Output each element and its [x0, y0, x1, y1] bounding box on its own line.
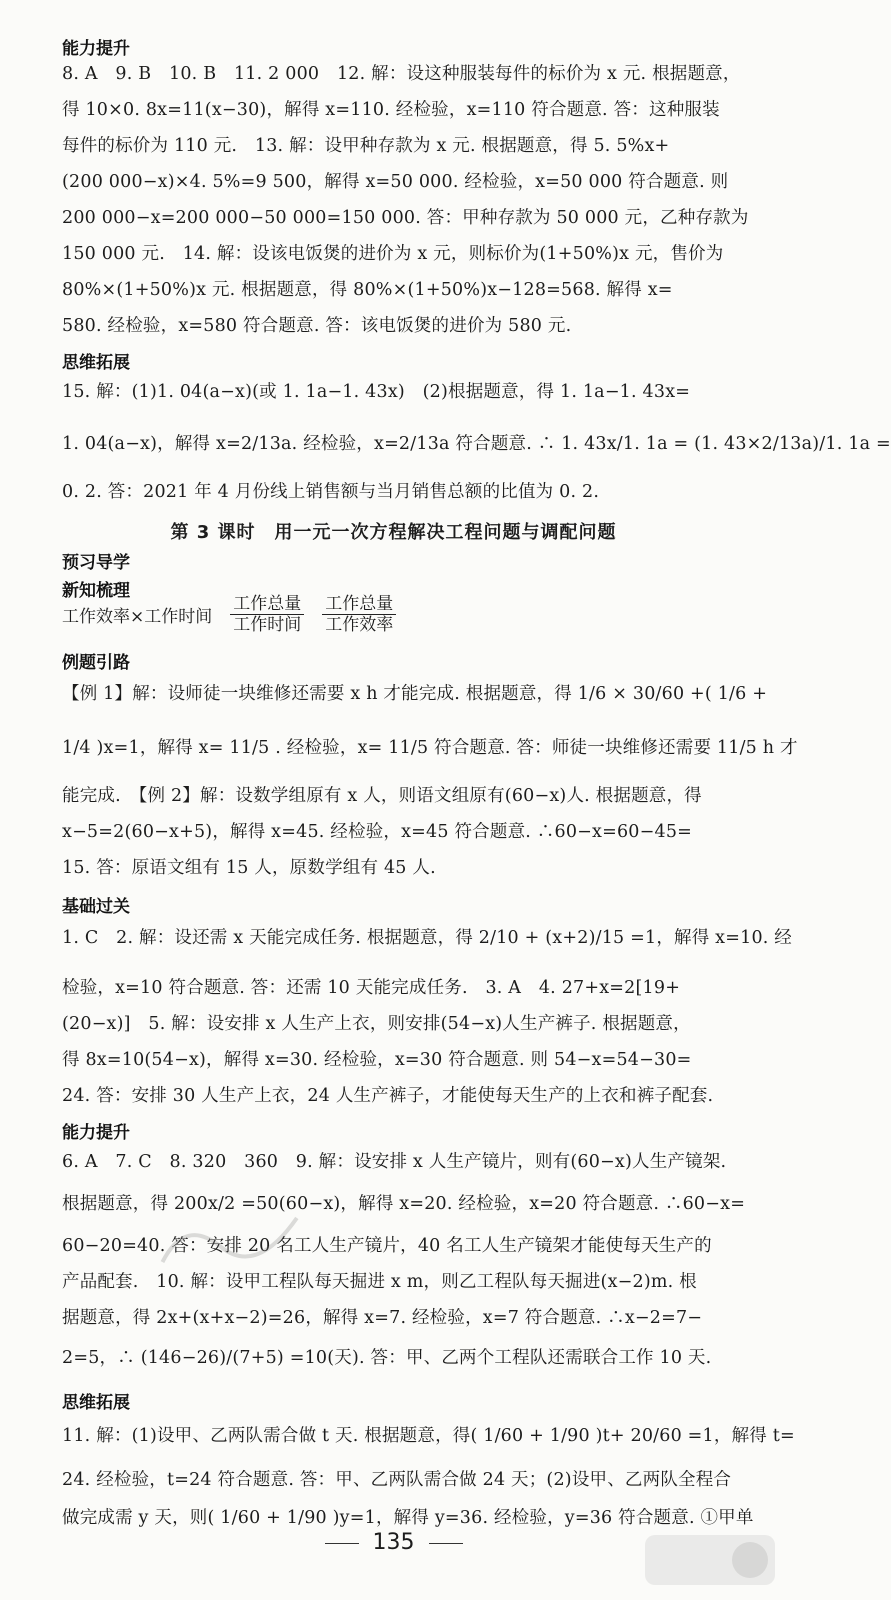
text-line: 【例 1】解：设师徒一块维修还需要 x h 才能完成. 根据题意，得 1/6 × 30/60 +( 1/6 + [62, 684, 768, 704]
text-line: 每件的标价为 110 元. 13. 解：设甲种存款为 x 元. 根据题意，得 5. 5%x+ [62, 136, 670, 156]
section-heading-thinking: 思维拓展 [62, 353, 130, 373]
text-line: 11. 解：(1)设甲、乙两队需合做 t 天. 根据题意，得( 1/60 + 1/90 )t+ 20/60 =1，解得 t= [62, 1426, 795, 1446]
section-heading-preview: 预习导学 [62, 553, 130, 573]
page-number-dash [325, 1543, 359, 1544]
text-line: 根据题意，得 200x/2 =50(60−x)，解得 x=20. 经检验，x=20 符合题意. ∴60−x= [62, 1194, 746, 1214]
section-heading-ability: 能力提升 [62, 1123, 130, 1143]
text-line: 1/4 )x=1，解得 x= 11/5 . 经检验，x= 11/5 符合题意. 答：师徒一块维修还需要 11/5 h 才 [62, 738, 798, 758]
text-line: 能完成. 【例 2】解：设数学组原有 x 人，则语文组原有(60−x)人. 根据题意，得 [62, 786, 702, 806]
section-heading-new-knowledge: 新知梳理 [62, 581, 130, 601]
section-heading-basic: 基础过关 [62, 897, 130, 917]
section-heading-ability: 能力提升 [62, 39, 130, 59]
fraction-denominator: 工作时间 [233, 615, 302, 635]
section-heading-thinking: 思维拓展 [62, 1393, 130, 1413]
section-heading-examples: 例题引路 [62, 653, 130, 673]
text-line: 580. 经检验，x=580 符合题意. 答：该电饭煲的进价为 580 元. [62, 316, 572, 336]
text-line: 8. A 9. B 10. B 11. 2 000 12. 解：设这种服装每件的标价为 x 元. 根据题意， [62, 64, 741, 84]
text-line: (200 000−x)×4. 5%=9 500，解得 x=50 000. 经检验，x=50 000 符合题意. 则 [62, 172, 729, 192]
text-line: 1. C 2. 解：设还需 x 天能完成任务. 根据题意，得 2/10 + (x+2)/15 =1，解得 x=10. 经 [62, 928, 793, 948]
text-line: 150 000 元. 14. 解：设该电饭煲的进价为 x 元，则标价为(1+50%)x 元，售价为 [62, 244, 724, 264]
text-line: 1. 04(a−x)，解得 x=2/13a. 经检验，x=2/13a 符合题意. ∴ 1. 43x/1. 1a = (1. 43×2/13a)/1. 1a = [62, 434, 891, 454]
text-line: 0. 2. 答：2021 年 4 月份线上销售额与当月销售总额的比值为 0. 2. [62, 482, 600, 502]
text-line: 24. 经检验，t=24 符合题意. 答：甲、乙两队需合做 24 天；(2)设甲、乙两队全程合 [62, 1470, 732, 1490]
fraction [322, 594, 396, 635]
text-line: 检验，x=10 符合题意. 答：还需 10 天能完成任务. 3. A 4. 27+x=2[19+ [62, 978, 681, 998]
text-line: 2=5，∴ (146−26)/(7+5) =10(天). 答：甲、乙两个工程队还需联合工作 10 天. [62, 1348, 712, 1368]
text-line: 60−20=40. 答：安排 20 名工人生产镜片，40 名工人生产镜架才能使每天生产的 [62, 1236, 712, 1256]
text-line: 200 000−x=200 000−50 000=150 000. 答：甲种存款为 50 000 元，乙种存款为 [62, 208, 749, 228]
text-line: 做完成需 y 天，则( 1/60 + 1/90 )y=1，解得 y=36. 经检验，y=36 符合题意. ①甲单 [62, 1508, 754, 1528]
fraction [230, 594, 304, 635]
page-number-value: 135 [372, 1530, 415, 1555]
text-line: x−5=2(60−x+5)，解得 x=45. 经检验，x=45 符合题意. ∴60−x=60−45= [62, 822, 693, 842]
text-line: 80%×(1+50%)x 元. 根据题意，得 80%×(1+50%)x−128=568. 解得 x= [62, 280, 673, 300]
text-line: 得 8x=10(54−x)，解得 x=30. 经检验，x=30 符合题意. 则 54−x=54−30= [62, 1050, 692, 1070]
lesson-title: 第 3 课时 用一元一次方程解决工程问题与调配问题 [170, 522, 617, 543]
watermark-logo [640, 1530, 780, 1594]
fraction-denominator: 工作效率 [325, 615, 394, 635]
fraction-numerator: 工作总量 [322, 594, 396, 615]
knowledge-formula [62, 594, 396, 635]
text-line: 15. 答：原语文组有 15 人，原数学组有 45 人. [62, 858, 436, 878]
knowledge-text: 工作效率×工作时间 [62, 607, 213, 627]
text-line: 得 10×0. 8x=11(x−30)，解得 x=110. 经检验，x=110 符合题意. 答：这种服装 [62, 100, 720, 120]
text-line: 产品配套. 10. 解：设甲工程队每天掘进 x m，则乙工程队每天掘进(x−2)m. 根 [62, 1272, 697, 1292]
text-line: (20−x)] 5. 解：设安排 x 人生产上衣，则安排(54−x)人生产裤子. 根据题意， [62, 1014, 691, 1034]
page-number-dash [429, 1543, 463, 1544]
text-line: 24. 答：安排 30 人生产上衣，24 人生产裤子，才能使每天生产的上衣和裤子配套. [62, 1086, 714, 1106]
text-line: 6. A 7. C 8. 320 360 9. 解：设安排 x 人生产镜片，则有(60−x)人生产镜架. [62, 1152, 727, 1172]
text-line: 15. 解：(1)1. 04(a−x)(或 1. 1a−1. 43x) (2)根据题意，得 1. 1a−1. 43x= [62, 382, 691, 402]
text-line: 据题意，得 2x+(x+x−2)=26，解得 x=7. 经检验，x=7 符合题意. ∴x−2=7− [62, 1308, 703, 1328]
fraction-numerator: 工作总量 [230, 594, 304, 615]
